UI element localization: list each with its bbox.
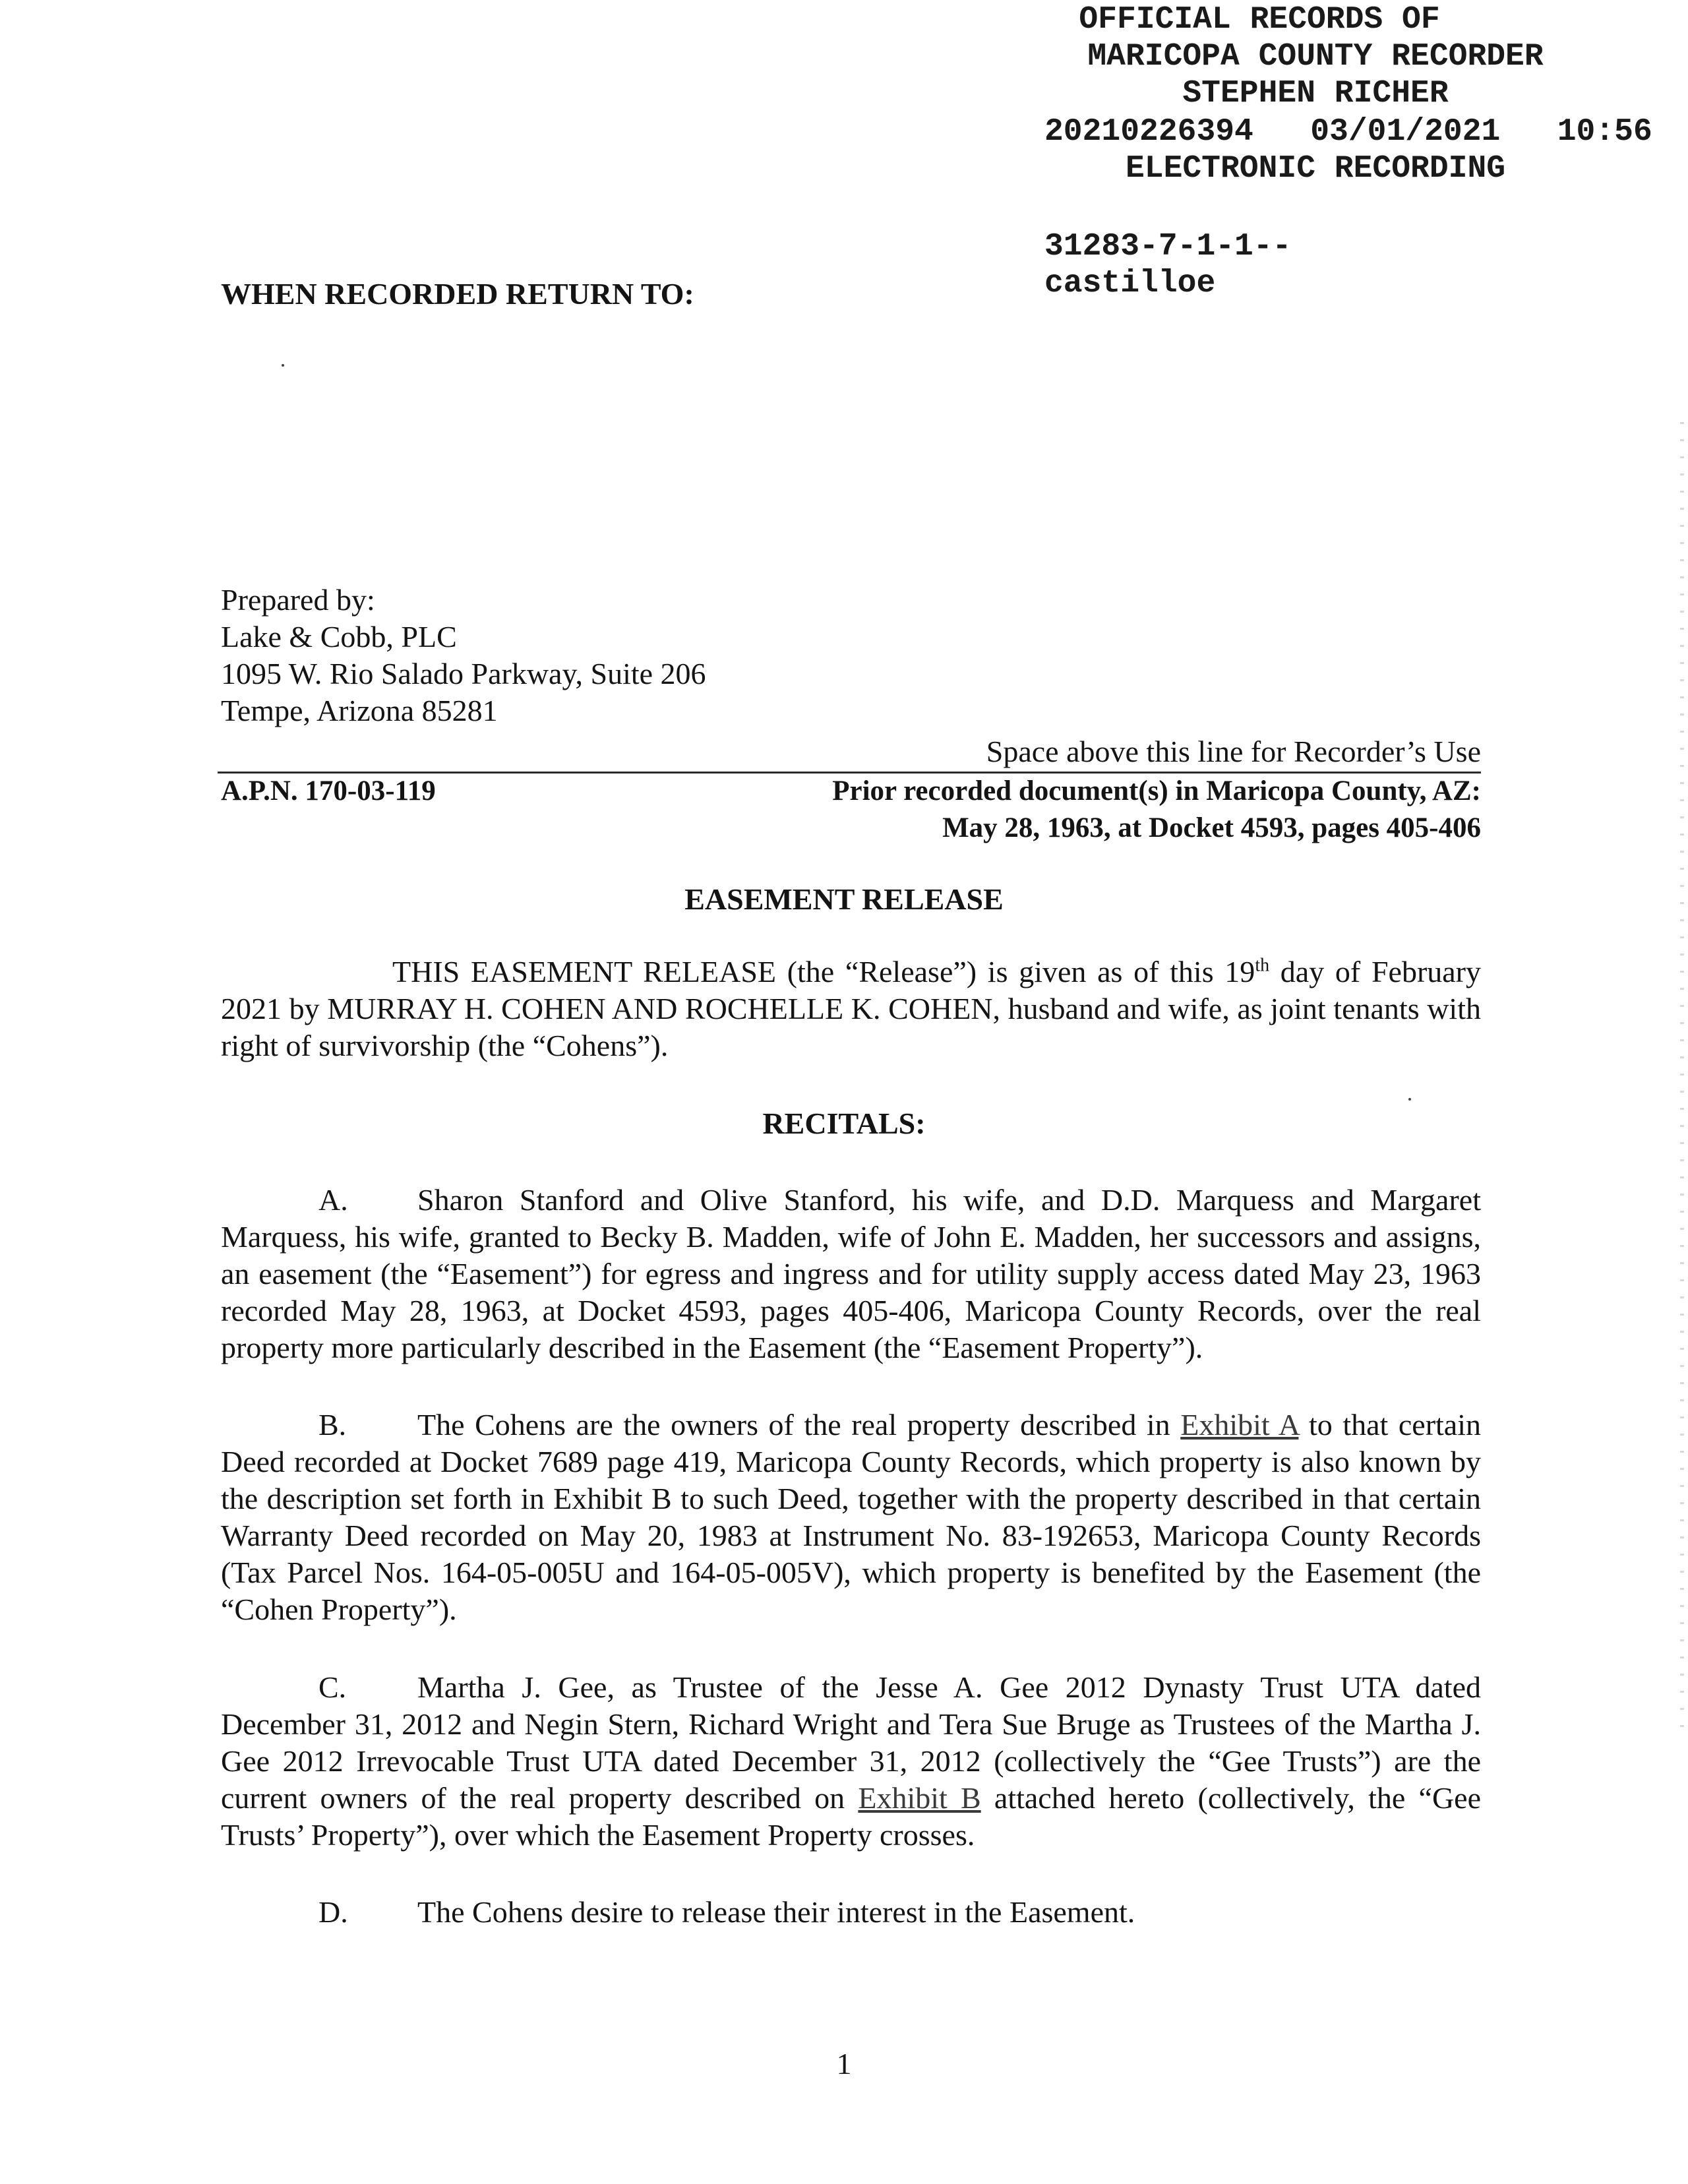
recital-c-text-1: Martha J. Gee, as Trustee of the Jesse A. Gee 2012 Dynasty Trust UTA dated December 31, 2012 and Negin Stern, Richard Wright and Tera Sue Bruge as Trustees of the Martha J. Gee 2012 Irrevocable Trust UTA dated December 31, 2012 (collectively the “Gee Trusts”) are the current owners of the real property described on <box>221 1670 1481 1815</box>
apn-number: A.P.N. 170-03-119 <box>221 775 436 806</box>
preparer-address-line2: Tempe, Arizona 85281 <box>221 694 498 727</box>
recitals-heading: RECITALS: <box>762 1107 926 1140</box>
document-title: EASEMENT RELEASE <box>684 882 1004 916</box>
stamp-line-3: STEPHEN RICHER <box>1182 76 1449 111</box>
page-number: 1 <box>836 2047 852 2080</box>
preparer-address-line1: 1095 W. Rio Salado Parkway, Suite 206 <box>221 657 706 690</box>
prepared-by-label: Prepared by: <box>221 583 375 617</box>
stamp-line-2: MARICOPA COUNTY RECORDER <box>1087 39 1544 75</box>
stamp-line-5: ELECTRONIC RECORDING <box>1125 151 1506 187</box>
recital-d-label: D. <box>318 1895 348 1929</box>
stamp-batch-id: 31283-7-1-1-- <box>1044 229 1292 264</box>
stamp-recording-number: 20210226394 03/01/2021 10:56 <box>1044 114 1652 150</box>
prior-recorded-documents <box>832 773 1481 847</box>
prior-recorded-line2: May 28, 1963, at Docket 4593, pages 405-406 <box>942 812 1481 843</box>
recital-c-label: C. <box>318 1670 347 1704</box>
intro-text-2: day of February 2021 by MURRAY H. COHEN AND ROCHELLE K. COHEN, husband and wife, as joint tenants with right of survivorship (the “Cohens”). <box>221 955 1481 1062</box>
intro-ordinal-suffix: th <box>1255 955 1270 976</box>
recital-c <box>221 1669 1481 1854</box>
recital-b-text-1: The Cohens are the owners of the real property described in <box>417 1408 1181 1441</box>
intro-text-1: THIS EASEMENT RELEASE (the “Release”) is given as of this 19 <box>392 955 1255 988</box>
recorder-space-note: Space above this line for Recorder’s Use <box>986 735 1481 768</box>
recital-b <box>221 1407 1481 1628</box>
stamp-line-1: OFFICIAL RECORDS OF <box>1079 2 1440 38</box>
recital-a-label: A. <box>318 1183 348 1217</box>
recital-d <box>221 1894 1481 1931</box>
preparer-firm: Lake & Cobb, PLC <box>221 620 457 653</box>
prepared-by-block <box>221 582 706 729</box>
stray-mark <box>282 364 284 367</box>
intro-paragraph <box>221 954 1481 1064</box>
recital-d-text: The Cohens desire to release their interest in the Easement. <box>417 1895 1135 1929</box>
recital-b-label: B. <box>318 1408 347 1441</box>
stamp-clerk: castilloe <box>1044 266 1216 301</box>
recital-a-text: Sharon Stanford and Olive Stanford, his wife, and D.D. Marquess and Margaret Marquess, his wife, granted to Becky B. Madden, wife of John E. Madden, her successors and assigns, an easement (the “Easement”) for egress and ingress and for utility supply access dated May 23, 1963 recorded May 28, 1963, at Docket 4593, pages 405-406, Maricopa County Records, over the real property more particularly described in the Easement (the “Easement Property”). <box>221 1183 1481 1364</box>
recital-a <box>221 1182 1481 1366</box>
when-recorded-return-to: WHEN RECORDED RETURN TO: <box>221 277 694 311</box>
scan-edge-marks <box>1680 422 1684 1741</box>
exhibit-a-link[interactable]: Exhibit A <box>1180 1408 1299 1441</box>
recital-b-text-2: to that certain Deed recorded at Docket 7689 page 419, Maricopa County Records, which property is also known by the description set forth in Exhibit B to such Deed, together with the property described in that certain Warranty Deed recorded on May 20, 1983 at Instrument No. 83-192653, Maricopa County Records (Tax Parcel Nos. 164-05-005U and 164-05-005V), which property is benefited by the Easement (the “Cohen Property”). <box>221 1408 1481 1626</box>
exhibit-b-link[interactable]: Exhibit B <box>858 1781 981 1815</box>
prior-recorded-line1: Prior recorded document(s) in Maricopa County, AZ: <box>832 775 1481 806</box>
recorder-stamp <box>1029 0 1675 301</box>
recital-c-text-2: attached hereto (collectively, the “Gee Trusts’ Property”), over which the Easement Property crosses. <box>221 1781 1482 1852</box>
stray-mark <box>1408 1098 1411 1101</box>
